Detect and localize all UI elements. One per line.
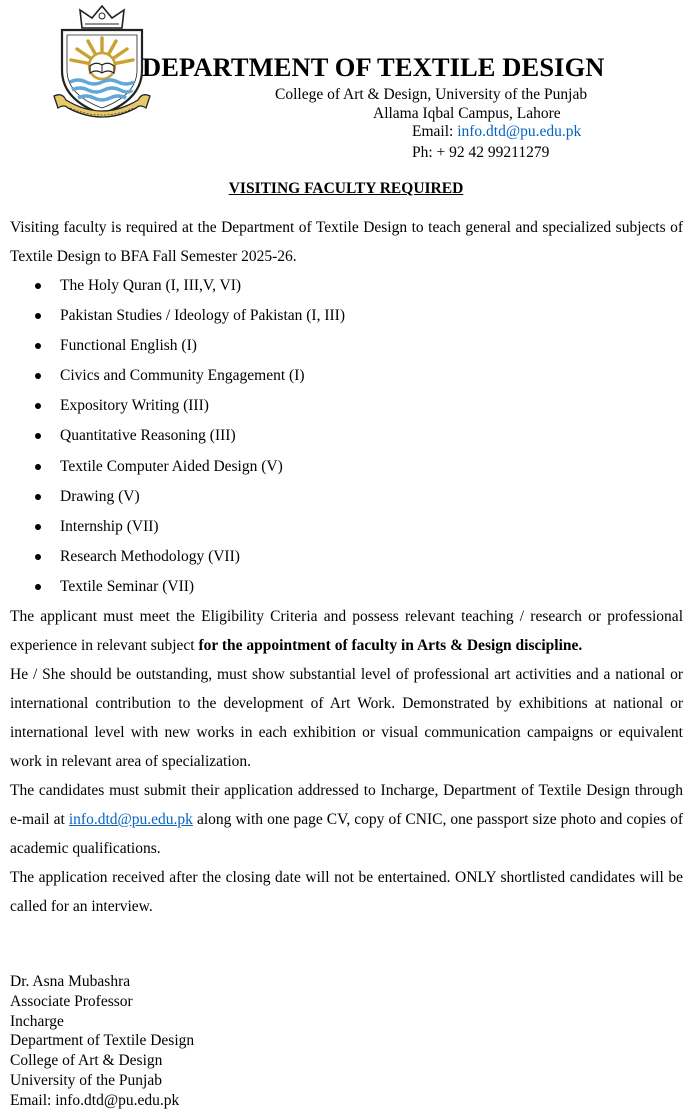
- signature-role: Incharge: [10, 1012, 64, 1030]
- bullet-icon: [35, 313, 41, 319]
- list-item: [10, 391, 683, 421]
- list-item: [10, 361, 683, 391]
- bullet-icon: [35, 373, 41, 379]
- subject-label: Drawing (V): [60, 487, 140, 505]
- eligibility-text: The applicant must meet the Eligibility Criteria and possess relevant teaching / research or professional experience in relevant subject: [10, 608, 683, 655]
- ad-title: VISITING FACULTY REQUIRED: [228, 180, 464, 197]
- requirements-paragraph: He / She should be outstanding, must show substantial level of professional art activities and a national or international contribution to the development of Art Work. Demonstrated by exhibitions at national or international level with new works in each exhibition or visual communication campaigns or equivalent work in relevant area of specialization.: [10, 666, 683, 771]
- list-item: [10, 482, 683, 512]
- header-email-label: Email:: [412, 123, 458, 140]
- list-item: [10, 421, 683, 451]
- subject-label: Textile Seminar (VII): [60, 577, 195, 595]
- closing-paragraph: The application received after the closing date will not be entertained. ONLY shortlisted candidates will be called for an interview.: [10, 869, 683, 916]
- bullet-icon: [35, 494, 41, 500]
- subject-label: Quantitative Reasoning (III): [60, 427, 236, 445]
- bullet-icon: [35, 283, 41, 289]
- subject-label: Civics and Community Engagement (I): [60, 367, 305, 385]
- signature-block: [10, 972, 194, 1111]
- list-item: [10, 512, 683, 542]
- subject-label: Research Methodology (VII): [60, 547, 240, 565]
- list-item: [10, 301, 683, 331]
- bullet-icon: [35, 464, 41, 470]
- list-item: [10, 572, 683, 602]
- header-phone: Ph: + 92 42 99211279: [412, 144, 550, 161]
- subject-label: The Holy Quran (I, III,V, VI): [60, 277, 242, 294]
- intro-paragraph: Visiting faculty is required at the Department of Textile Design to teach general and specialized subjects of Textile Design to BFA Fall Semester 2025-26.: [10, 219, 683, 265]
- bullet-icon: [35, 343, 41, 349]
- header-email-link[interactable]: info.dtd@pu.edu.pk: [457, 123, 582, 140]
- signature-name: Dr. Asna Mubashra: [10, 973, 131, 990]
- subject-label: Internship (VII): [60, 517, 159, 535]
- submission-paragraph: [10, 776, 683, 863]
- eligibility-bold-text: for the appointment of faculty in Arts & Design discipline.: [198, 637, 583, 655]
- list-item: [10, 542, 683, 572]
- bullet-icon: [35, 524, 41, 530]
- signature-university: University of the Punjab: [10, 1071, 162, 1089]
- college-line: College of Art & Design, University of the Punjab: [275, 86, 588, 103]
- bullet-icon: [35, 584, 41, 590]
- bullet-icon: [35, 403, 41, 409]
- bullet-icon: [35, 554, 41, 560]
- ad-body: [10, 213, 683, 921]
- submission-text-after: along with one page CV, copy of CNIC, one passport size photo and copies of academic qualifications.: [10, 811, 683, 858]
- signature-designation: Associate Professor: [10, 992, 133, 1010]
- department-title: DEPARTMENT OF TEXTILE DESIGN: [142, 52, 605, 82]
- campus-line: Allama Iqbal Campus, Lahore: [373, 105, 561, 122]
- header-email: [412, 122, 581, 142]
- list-item: [10, 452, 683, 482]
- university-crest-logo: [52, 4, 152, 126]
- subject-label: Functional English (I): [60, 337, 197, 355]
- subject-label: Expository Writing (III): [60, 397, 209, 415]
- list-item: [10, 271, 683, 301]
- subject-label: Pakistan Studies / Ideology of Pakistan (I, III): [60, 307, 345, 325]
- submission-text-before: The candidates must submit their application addressed to Incharge, Department of Textile Design through e-mail at: [10, 782, 683, 829]
- signature-college: College of Art & Design: [10, 1052, 163, 1070]
- submission-email-link[interactable]: info.dtd@pu.edu.pk: [68, 811, 193, 829]
- bullet-icon: [35, 433, 41, 439]
- list-item: [10, 331, 683, 361]
- eligibility-paragraph: [10, 602, 683, 660]
- signature-email: Email: info.dtd@pu.edu.pk: [10, 1091, 180, 1109]
- subject-label: Textile Computer Aided Design (V): [60, 457, 283, 475]
- subject-list: [10, 271, 683, 602]
- signature-department: Department of Textile Design: [10, 1032, 195, 1050]
